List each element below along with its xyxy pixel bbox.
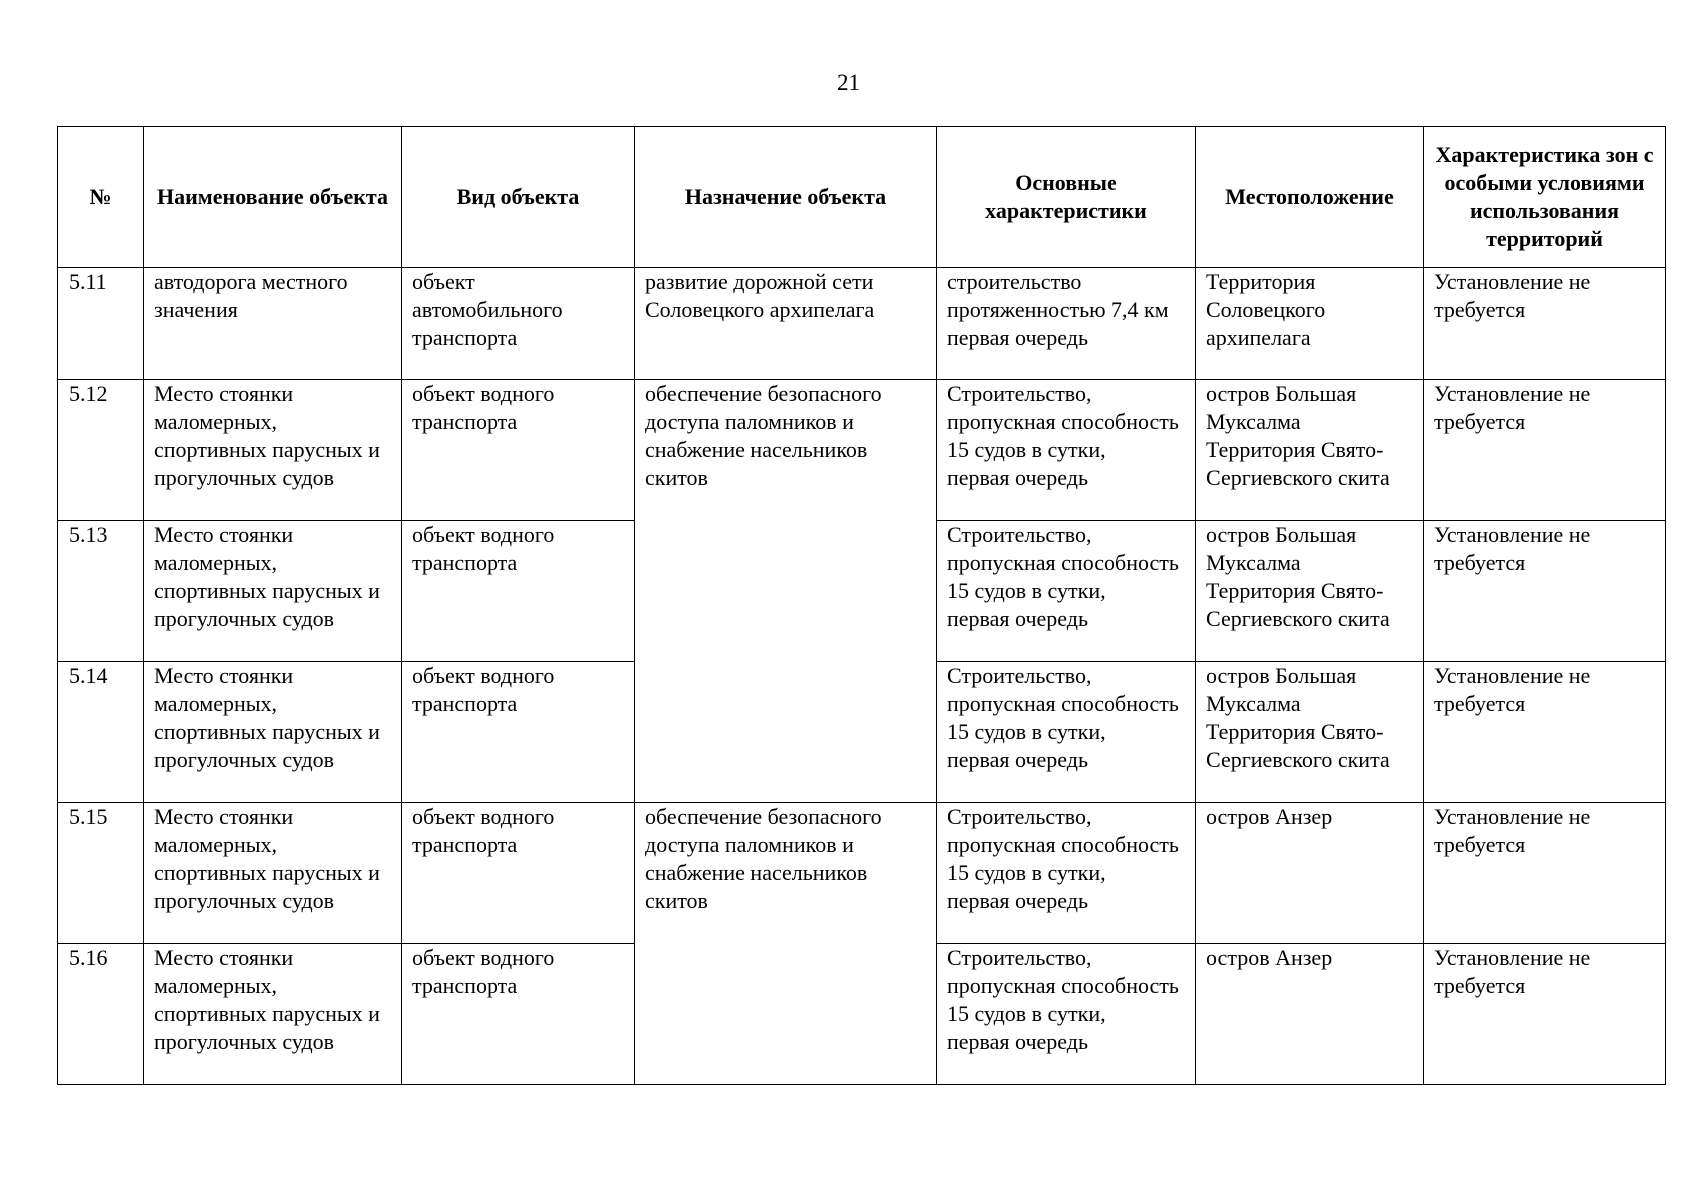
object-purpose: обеспечение безопасного доступа паломников и снабжение насельников скитов	[635, 803, 937, 1085]
object-characteristics: Строительство, пропускная способность 15 судов в сутки, первая очередь	[937, 944, 1196, 1085]
row-number: 5.13	[58, 521, 144, 662]
object-location: остров Большая Муксалма Территория Свято-Сергиевского скита	[1196, 662, 1424, 803]
row-number: 5.11	[58, 268, 144, 380]
object-name: Место стоянки маломерных, спортивных парусных и прогулочных судов	[144, 521, 402, 662]
object-zones: Установление не требуется	[1424, 380, 1666, 521]
object-characteristics: Строительство, пропускная способность 15 судов в сутки, первая очередь	[937, 380, 1196, 521]
object-name: Место стоянки маломерных, спортивных парусных и прогулочных судов	[144, 803, 402, 944]
object-location: Территория Соловецкого архипелага	[1196, 268, 1424, 380]
object-zones: Установление не требуется	[1424, 803, 1666, 944]
object-type: объект водного транспорта	[402, 380, 635, 521]
object-zones: Установление не требуется	[1424, 944, 1666, 1085]
object-type: объект автомобильного транспорта	[402, 268, 635, 380]
object-type: объект водного транспорта	[402, 521, 635, 662]
object-name: Место стоянки маломерных, спортивных парусных и прогулочных судов	[144, 662, 402, 803]
object-purpose: развитие дорожной сети Соловецкого архипелага	[635, 268, 937, 380]
object-name: Место стоянки маломерных, спортивных парусных и прогулочных судов	[144, 380, 402, 521]
object-location: остров Анзер	[1196, 803, 1424, 944]
object-zones: Установление не требуется	[1424, 268, 1666, 380]
object-location: остров Большая Муксалма Территория Свято-Сергиевского скита	[1196, 380, 1424, 521]
object-name: автодорога местного значения	[144, 268, 402, 380]
object-purpose: обеспечение безопасного доступа паломников и снабжение насельников скитов	[635, 380, 937, 803]
row-number: 5.15	[58, 803, 144, 944]
row-number: 5.16	[58, 944, 144, 1085]
header-object-name: Наименование объекта	[144, 127, 402, 268]
object-characteristics: Строительство, пропускная способность 15 судов в сутки, первая очередь	[937, 521, 1196, 662]
row-number: 5.12	[58, 380, 144, 521]
object-type: объект водного транспорта	[402, 803, 635, 944]
object-zones: Установление не требуется	[1424, 521, 1666, 662]
page-number: 21	[837, 70, 860, 95]
object-location: остров Анзер	[1196, 944, 1424, 1085]
table-row	[58, 268, 1666, 380]
header-location: Местоположение	[1196, 127, 1424, 268]
object-type: объект водного транспорта	[402, 944, 635, 1085]
table-header-row	[58, 127, 1666, 268]
object-type: объект водного транспорта	[402, 662, 635, 803]
object-characteristics: строительство протяженностью 7,4 км первая очередь	[937, 268, 1196, 380]
table-row	[58, 380, 1666, 521]
header-zone-characteristics: Характеристика зон с особыми условиями использования территорий	[1424, 127, 1666, 268]
objects-table	[57, 126, 1666, 1085]
header-object-type: Вид объекта	[402, 127, 635, 268]
object-zones: Установление не требуется	[1424, 662, 1666, 803]
object-characteristics: Строительство, пропускная способность 15 судов в сутки, первая очередь	[937, 662, 1196, 803]
header-number: №	[58, 127, 144, 268]
header-main-characteristics: Основные характеристики	[937, 127, 1196, 268]
table-row	[58, 803, 1666, 944]
object-characteristics: Строительство, пропускная способность 15 судов в сутки, первая очередь	[937, 803, 1196, 944]
object-location: остров Большая Муксалма Территория Свято-Сергиевского скита	[1196, 521, 1424, 662]
row-number: 5.14	[58, 662, 144, 803]
object-name: Место стоянки маломерных, спортивных парусных и прогулочных судов	[144, 944, 402, 1085]
header-object-purpose: Назначение объекта	[635, 127, 937, 268]
